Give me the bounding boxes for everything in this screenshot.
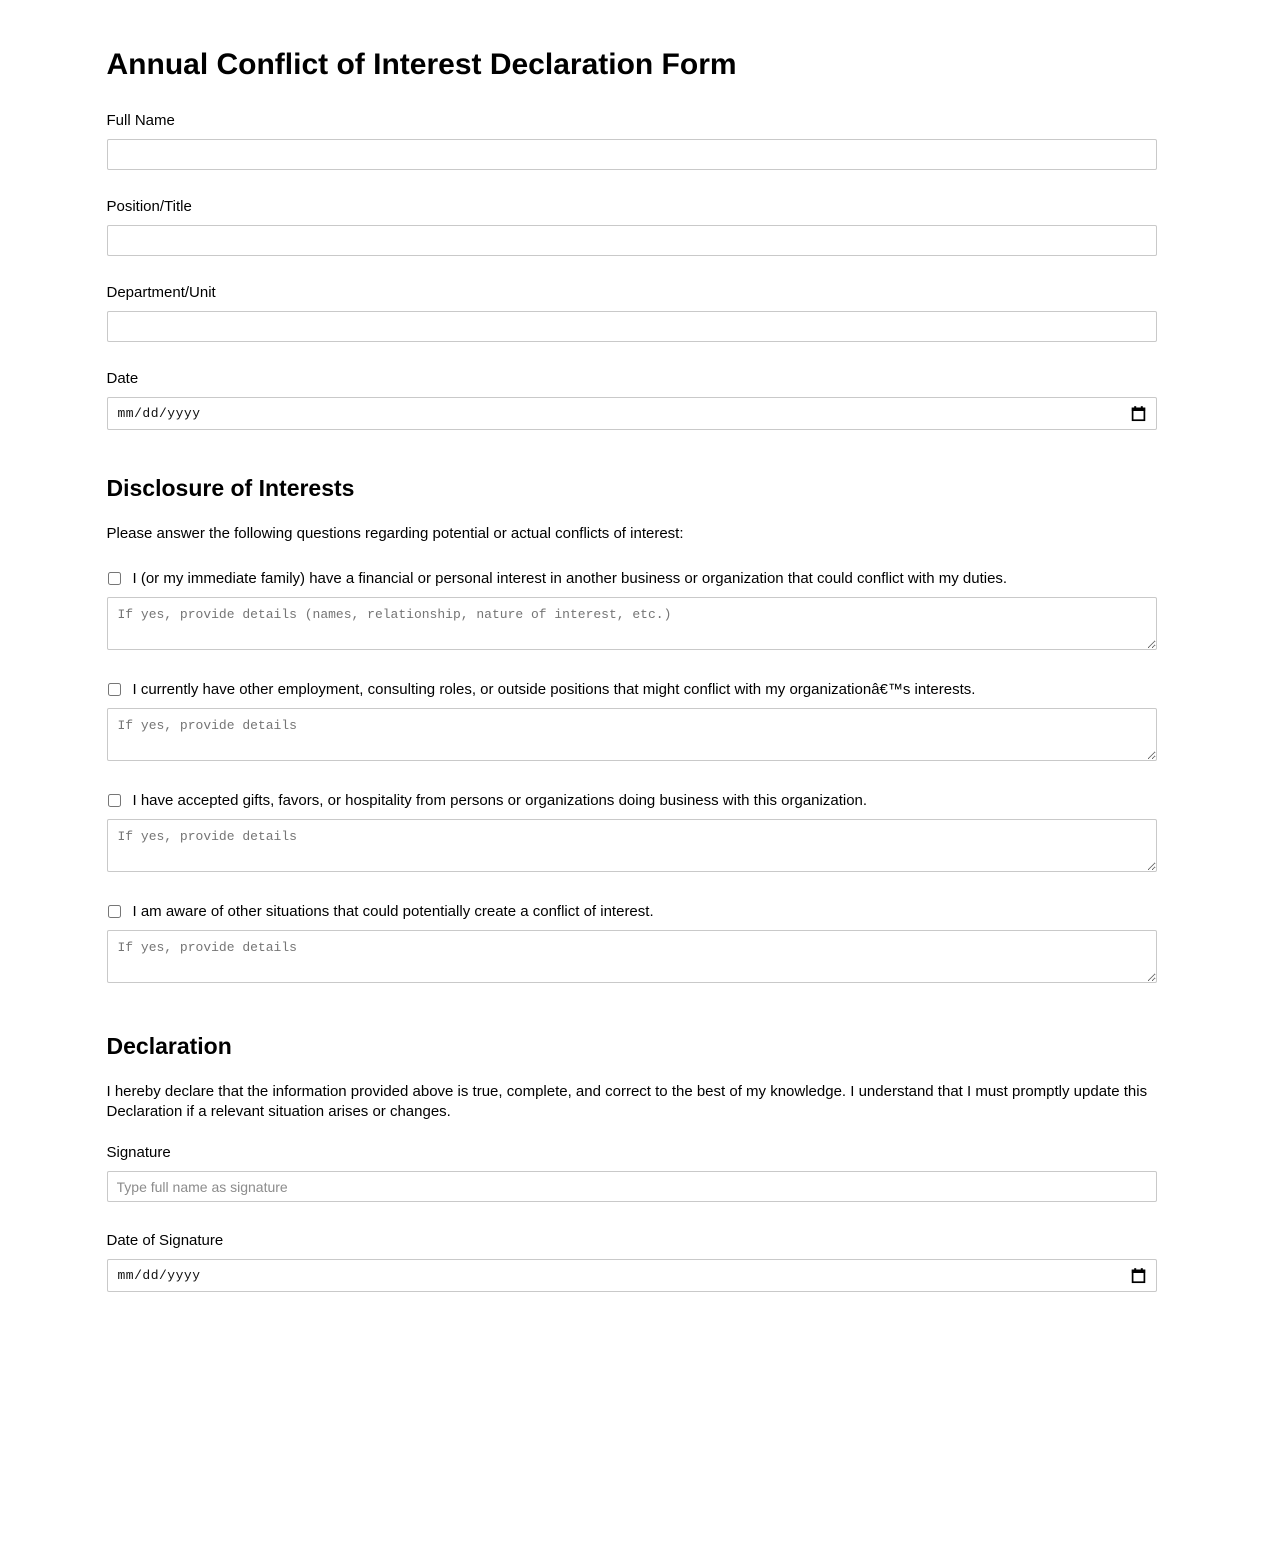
disclosure-heading: Disclosure of Interests: [106, 475, 355, 501]
question-block-financial-interest: [107, 570, 1157, 655]
declaration-text: I hereby declare that the information provided above is true, complete, and correct to the best of my knowledge. I understand that I must promptly update this Declaration if a relevant situation arises or changes.: [106, 1083, 1148, 1120]
department-unit-group: [107, 284, 1157, 342]
checkbox-row: [107, 570, 1157, 587]
full-name-group: [107, 112, 1157, 170]
other-situations-label: I am aware of other situations that could potentially create a conflict of interest.: [132, 903, 654, 920]
gifts-label: I have accepted gifts, favors, or hospitality from persons or organizations doing business with this organization.: [132, 792, 868, 809]
question-block-outside-employment: [107, 681, 1157, 766]
position-title-input[interactable]: [107, 225, 1157, 256]
financial-interest-details-textarea[interactable]: [107, 597, 1157, 650]
calendar-icon[interactable]: [1131, 405, 1146, 422]
full-name-label: Full Name: [106, 112, 175, 129]
signature-date-label: Date of Signature: [106, 1232, 224, 1249]
question-block-other-situations: [107, 903, 1157, 988]
outside-employment-label: I currently have other employment, consulting roles, or outside positions that might conflict with my organizationâ€™s interests.: [132, 681, 976, 698]
position-title-group: [107, 198, 1157, 256]
date-group: [107, 370, 1157, 430]
checkbox-row: [107, 792, 1157, 809]
disclosure-intro: Please answer the following questions regarding potential or actual conflicts of interest:: [106, 525, 684, 542]
gifts-details-textarea[interactable]: [107, 819, 1157, 872]
question-block-gifts: [107, 792, 1157, 877]
other-situations-details-textarea[interactable]: [107, 930, 1157, 983]
outside-employment-details-textarea[interactable]: [107, 708, 1157, 761]
declaration-heading: Declaration: [106, 1033, 232, 1059]
signature-label: Signature: [106, 1144, 171, 1161]
page-title: Annual Conflict of Interest Declaration Form: [106, 48, 737, 81]
checkbox-row: [107, 903, 1157, 920]
declaration-section: [107, 1033, 1157, 1292]
checkbox-row: [107, 681, 1157, 698]
signature-date-input[interactable]: [107, 1259, 1157, 1292]
position-title-label: Position/Title: [106, 198, 192, 215]
date-label: Date: [106, 370, 139, 387]
financial-interest-checkbox[interactable]: [108, 572, 121, 585]
gifts-checkbox[interactable]: [108, 794, 121, 807]
date-placeholder: mm/dd/yyyy: [117, 406, 201, 421]
calendar-icon[interactable]: [1131, 1267, 1146, 1284]
other-situations-checkbox[interactable]: [108, 905, 121, 918]
signature-group: [107, 1144, 1157, 1202]
signature-input[interactable]: [107, 1171, 1157, 1202]
signature-date-placeholder: mm/dd/yyyy: [117, 1268, 201, 1283]
full-name-input[interactable]: [107, 139, 1157, 170]
date-input[interactable]: [107, 397, 1157, 430]
department-unit-input[interactable]: [107, 311, 1157, 342]
form-container: [107, 0, 1157, 1292]
signature-date-group: [107, 1232, 1157, 1292]
outside-employment-checkbox[interactable]: [108, 683, 121, 696]
department-unit-label: Department/Unit: [106, 284, 216, 301]
financial-interest-label: I (or my immediate family) have a financial or personal interest in another business or organization that could conflict with my duties.: [132, 570, 1008, 587]
